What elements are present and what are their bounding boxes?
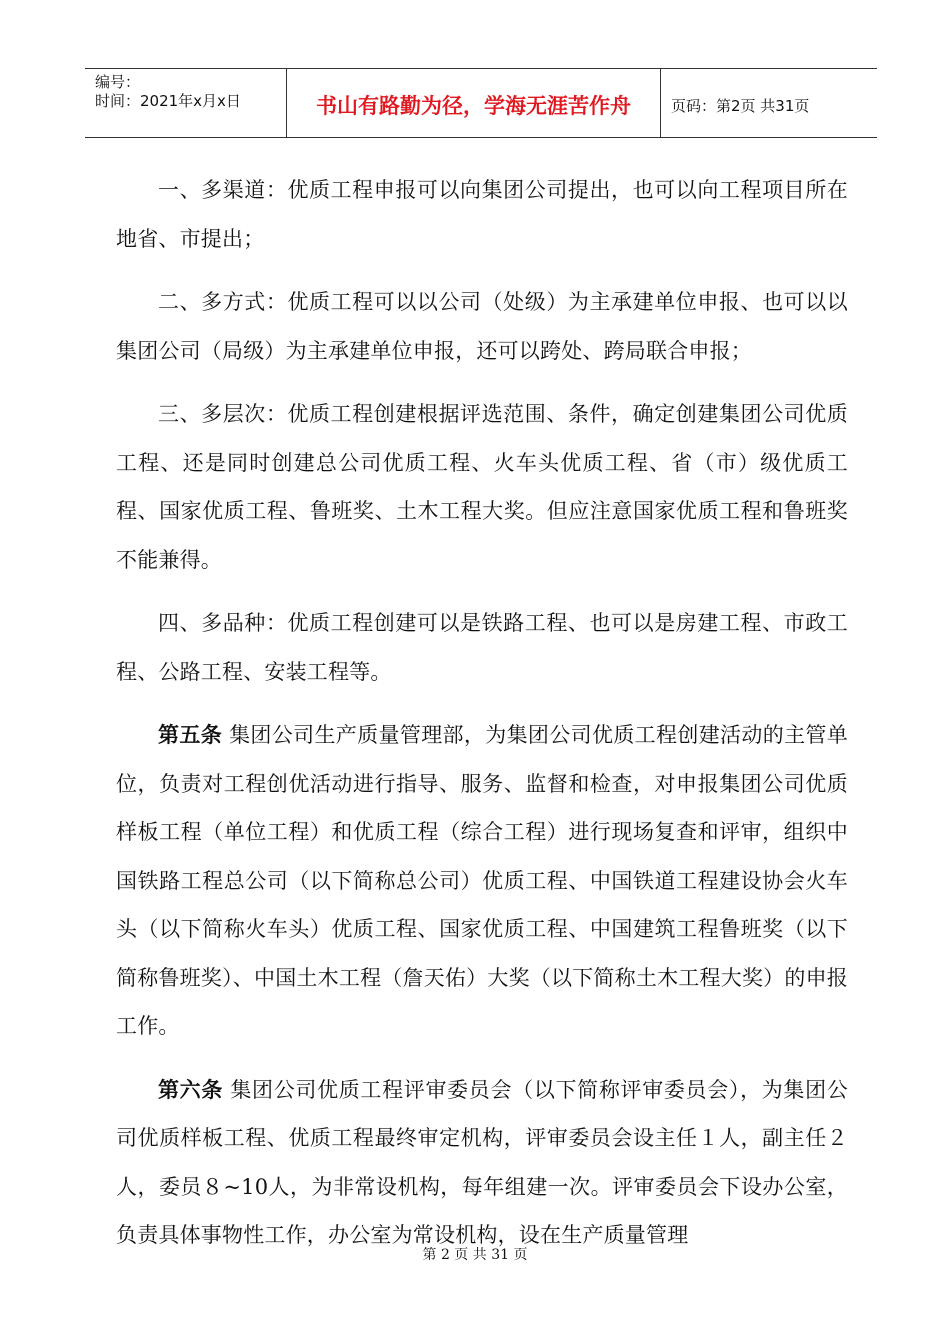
article-title: 第五条 bbox=[158, 722, 223, 747]
paragraph-text: 三、多层次：优质工程创建根据评选范围、条件，确定创建集团公司优质工程、还是同时创建总公司优质工程、火车头优质工程、省（市）级优质工程、国家优质工程、鲁班奖、土木工程大奖。但应注意国家优质工程和鲁班奖不能兼得。 bbox=[116, 402, 848, 572]
number-label: 编号： bbox=[95, 73, 141, 91]
article-title: 第六条 bbox=[158, 1076, 224, 1102]
header-page-code: 页码：第2页 共31页 bbox=[671, 96, 810, 115]
page-footer: 第 2 页 共 31 页 bbox=[422, 1247, 528, 1263]
paragraph bbox=[116, 166, 848, 263]
paragraph bbox=[116, 1066, 848, 1260]
document-body bbox=[116, 166, 848, 1275]
paragraph-text: 一、多渠道：优质工程申报可以向集团公司提出，也可以向工程项目所在地省、市提出； bbox=[116, 178, 848, 251]
page-header bbox=[85, 68, 877, 138]
paragraph bbox=[116, 278, 848, 375]
paragraph bbox=[116, 711, 848, 1051]
header-slogan: 书山有路勤为径，学海无涯苦作舟 bbox=[287, 69, 661, 137]
paragraph-text: 集团公司优质工程评审委员会（以下简称评审委员会），为集团公司优质样板工程、优质工程最终审定机构，评审委员会设主任１人，副主任２人，委员８~10人，为非常设机构，每年组建一次。评审委员会下设办公室，负责具体事物性工作，办公室为常设机构，设在生产质量管理 bbox=[116, 1077, 848, 1247]
paragraph bbox=[116, 390, 848, 584]
paragraph-text: 集团公司生产质量管理部，为集团公司优质工程创建活动的主管单位，负责对工程创优活动进行指导、服务、监督和检查，对申报集团公司优质样板工程（单位工程）和优质工程（综合工程）进行现场复查和评审，组织中国铁路工程总公司（以下简称总公司）优质工程、中国铁道工程建设协会火车头（以下简称火车头）优质工程、国家优质工程、中国建筑工程鲁班奖（以下简称鲁班奖）、中国土木工程（詹天佑）大奖（以下简称土木工程大奖）的申报工作。 bbox=[116, 723, 848, 1038]
paragraph-text: 四、多品种：优质工程创建可以是铁路工程、也可以是房建工程、市政工程、公路工程、安装工程等。 bbox=[116, 611, 848, 684]
paragraph bbox=[116, 599, 848, 696]
time-label: 时间：2021年x月x日 bbox=[95, 92, 241, 110]
header-meta bbox=[85, 69, 287, 137]
paragraph-text: 二、多方式：优质工程可以以公司（处级）为主承建单位申报、也可以以集团公司（局级）为主承建单位申报，还可以跨处、跨局联合申报； bbox=[116, 290, 848, 363]
